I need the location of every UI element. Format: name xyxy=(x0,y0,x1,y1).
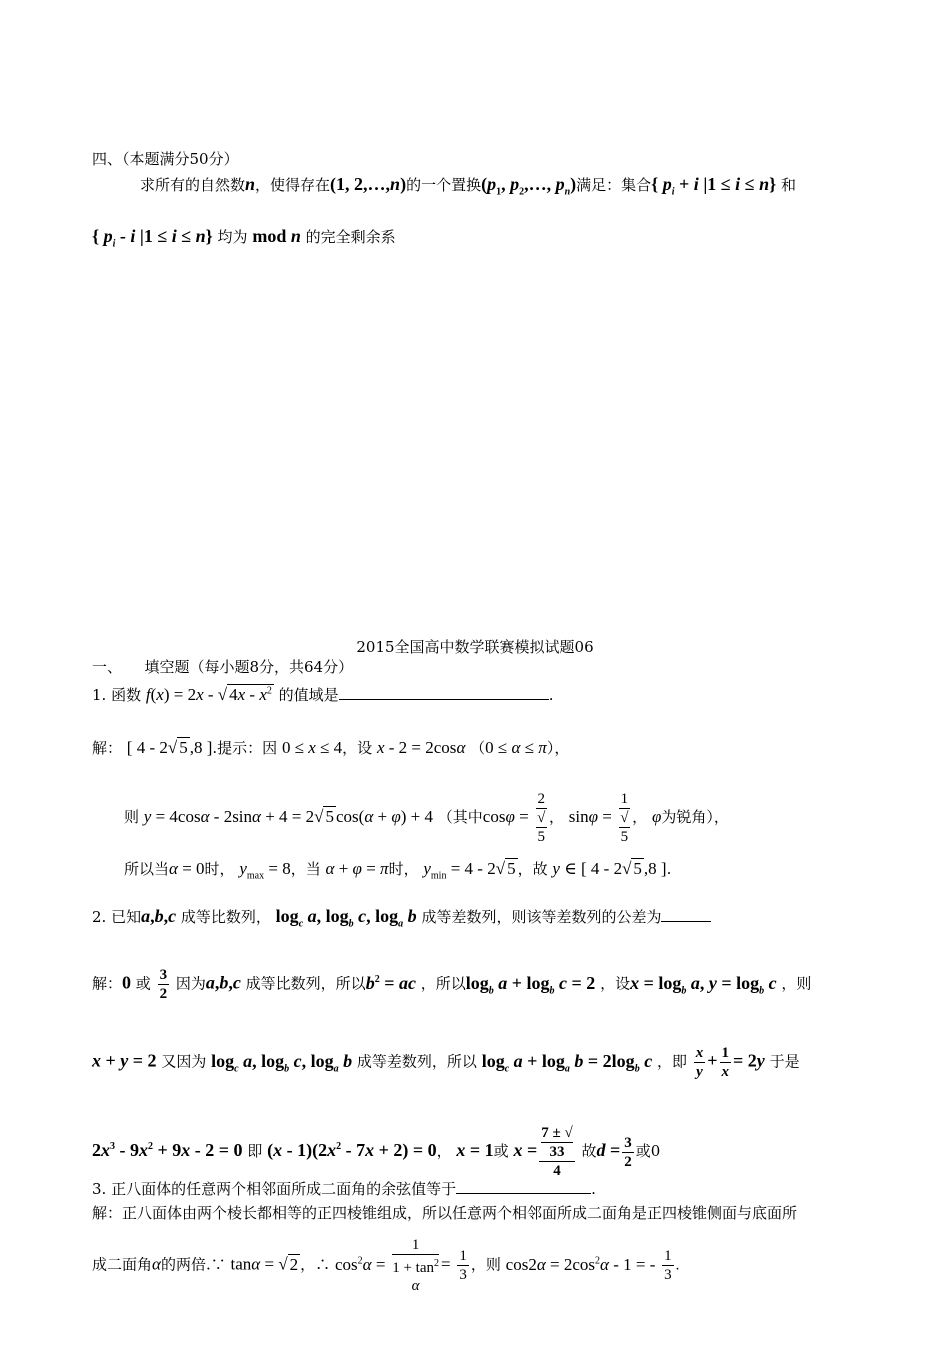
solution-1-line2: 则 y = 4cosα - 2sinα + 4 = 2√ 5 cos(α + φ) + 4 （其中cosφ = 2 √ 5 ， sinφ = 1 √ 5 ， φ为锐角）， xyxy=(124,791,729,845)
solution-2-line3: $2x^3 - 9x^2 + 9x - 2 = 0$ 即 $(x - 1)(2x^2 - 7x + 2) = 0$， x = 1或 x = 7 ± √ 33 4 故d = $\frac{3}{2}$ 或0 xyxy=(92,1125,661,1179)
problem4-statement-line1: 求所有的自然数n，使得存在(1, 2,…,n)的一个置换($p_1$, $p_2,\dots$, $p_n$)满足：集合{ $p_i + i$ |1 ≤ i ≤ n} 和 xyxy=(140,174,796,198)
question-2: 2. 已知a,b,c 成等比数列， $\log_c a$, $\log_b c$, $\log_a b$ 成等差数列，则该等差数列的公差为 xyxy=(92,906,711,930)
question-3: 3. 正八面体的任意两个相邻面所成二面角的余弦值等于 . xyxy=(92,1180,596,1198)
question-1: 1. 函数 f(x) = 2x - √ $4x - x^2$ 的值域是 . xyxy=(92,685,554,704)
solution-1-line3: 所以当α = 0时， $y_{max} = 8$，当 α + φ = π时， $y_{min} = 4 - 2√$ 5 ，故 y ∈ [ 4 - 2√ 5 ,8 ]. xyxy=(124,859,672,882)
solution-2-line1: 解：0 或 $\frac{3}{2}$ 因为a,b,c 成等比数列，所以$b^2$ = ac ，所以$\log_b a + \log_b c = 2$ ，设$x = \log_b a$, $y = \log_b c$ ，则 xyxy=(92,967,812,1002)
problem4-heading: 四、（本题满分50分） xyxy=(92,150,239,168)
exam-title: 2015全国高中数学联赛模拟试题06 xyxy=(356,638,594,656)
problem4-statement-line2: { $p_i$ - i |1 ≤ i ≤ n} 均为 mod n 的完全剩余系 xyxy=(92,226,396,250)
solution-1-line1: 解： [ 4 - 2√ 5 ,8 ].提示：因 0 ≤ x ≤ 4，设 x - 2 = 2cosα （0 ≤ α ≤ π）， xyxy=(92,738,570,757)
solution-3-line1: 解：正八面体由两个棱长都相等的正四棱锥组成，所以任意两个相邻面所成二面角是正四棱锥侧面与底面所 xyxy=(92,1204,798,1222)
solution-2-line2: x + y = 2 又因为 $\log_c a$, $\log_b c$, $\log_a b$ 成等差数列，所以 $\log_c a + \log_a b = 2\log_b$ c ，即 $\frac{x}{y}$ + $\frac{1}{x}$ = 2y 于是 xyxy=(92,1045,800,1080)
solution-3-line2: 成二面角α的两倍.∵ tanα = √ 2 ，∴ $\cos^2\alpha$ = 1 $1 + \tan^2$ α = $\frac{1}{3}$ ，则 $\cos 2\alpha = 2\cos^2\alpha - 1$ = - $\frac{1}{3}$ . xyxy=(92,1237,680,1294)
section-heading: 一、 填空题（每小题8分，共64分） xyxy=(92,658,354,676)
